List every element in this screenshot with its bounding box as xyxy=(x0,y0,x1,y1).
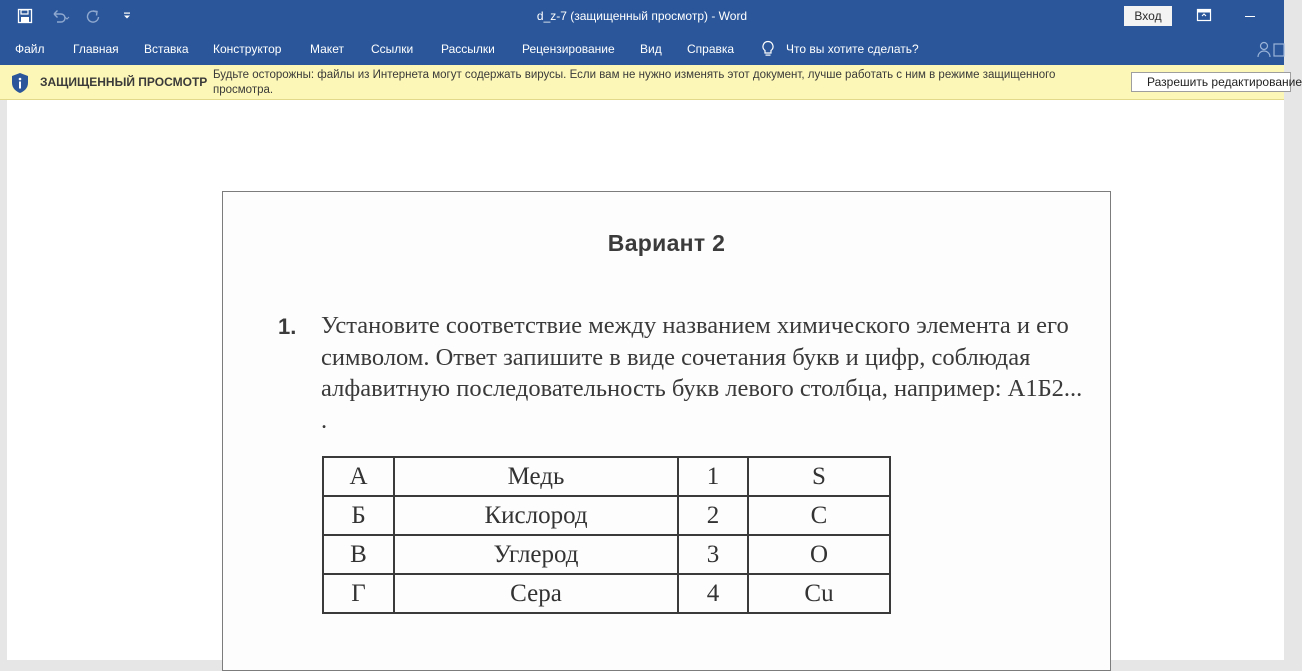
tell-me-search[interactable] xyxy=(760,40,919,58)
tab-file[interactable]: Файл xyxy=(15,42,45,56)
table-row xyxy=(323,496,890,535)
table-row xyxy=(323,535,890,574)
scanned-image xyxy=(222,191,1111,671)
document-title: d_z-7 (защищенный просмотр) - Word xyxy=(536,9,748,23)
table-cell: Кислород xyxy=(394,496,678,535)
table-row xyxy=(323,457,890,496)
lightbulb-icon xyxy=(760,40,776,58)
chevron-down-icon xyxy=(122,11,132,21)
save-icon xyxy=(17,8,33,24)
share-button[interactable] xyxy=(1256,41,1284,59)
table-cell: Г xyxy=(323,574,394,613)
tab-references[interactable]: Ссылки xyxy=(371,42,414,56)
table-cell: Сера xyxy=(394,574,678,613)
minimize-icon xyxy=(1238,8,1262,24)
shield-info-icon xyxy=(10,72,30,94)
tell-me-label: Что вы хотите сделать? xyxy=(786,42,919,56)
tab-help[interactable]: Справка xyxy=(687,42,735,56)
tab-home[interactable]: Главная xyxy=(73,42,119,56)
table-row xyxy=(323,574,890,613)
title-bar xyxy=(0,0,1284,33)
matching-table xyxy=(322,456,891,614)
table-cell: Cu xyxy=(748,574,890,613)
undo-button[interactable] xyxy=(48,6,70,26)
table-cell: Углерод xyxy=(394,535,678,574)
ribbon-display-options-button[interactable] xyxy=(1196,8,1212,22)
minimize-button[interactable] xyxy=(1238,8,1262,24)
table-cell: 4 xyxy=(678,574,748,613)
protected-view-message: Будьте осторожны: файлы из Интернета могут содержать вирусы. Если вам не нужно изменять этот документ, лучше работать с ним в режиме защищенного просмотра. xyxy=(213,69,1056,96)
table-cell: O xyxy=(748,535,890,574)
redo-icon xyxy=(85,8,101,24)
table-cell: В xyxy=(323,535,394,574)
sign-in-button[interactable]: Вход xyxy=(1124,6,1172,26)
customize-qat-button[interactable] xyxy=(116,6,138,26)
table-cell: Б xyxy=(323,496,394,535)
question-text: Установите соответствие между названием химического элемента и его символом. Ответ запишите в виде сочетания букв и цифр, соблюдая алфавитную последовательность букв левого столбца, например: А1Б2... . xyxy=(321,312,1083,434)
ribbon-tabs xyxy=(0,33,1284,65)
protected-view-bar xyxy=(0,65,1284,100)
table-cell: 2 xyxy=(678,496,748,535)
table-cell: C xyxy=(748,496,890,535)
table-cell: S xyxy=(748,457,890,496)
quick-access-toolbar xyxy=(14,6,150,26)
tab-review[interactable]: Рецензирование xyxy=(522,42,615,56)
redo-button[interactable] xyxy=(82,6,104,26)
ribbon-display-icon xyxy=(1196,8,1212,22)
tab-view[interactable]: Вид xyxy=(640,42,662,56)
question-number: 1. xyxy=(278,314,297,339)
table-cell: А xyxy=(323,457,394,496)
variant-heading: Вариант 2 xyxy=(607,230,726,256)
table-cell: 3 xyxy=(678,535,748,574)
tab-mailings[interactable]: Рассылки xyxy=(441,42,495,56)
tab-insert[interactable]: Вставка xyxy=(144,42,189,56)
person-icon xyxy=(1256,41,1284,59)
table-cell: Медь xyxy=(394,457,678,496)
tab-design[interactable]: Конструктор xyxy=(213,42,282,56)
save-button[interactable] xyxy=(14,6,36,26)
table-cell: 1 xyxy=(678,457,748,496)
enable-editing-button[interactable]: Разрешить редактирование xyxy=(1131,72,1291,92)
tab-layout[interactable]: Макет xyxy=(310,42,344,56)
undo-icon xyxy=(50,8,68,24)
protected-view-title: ЗАЩИЩЕННЫЙ ПРОСМОТР xyxy=(40,75,208,89)
